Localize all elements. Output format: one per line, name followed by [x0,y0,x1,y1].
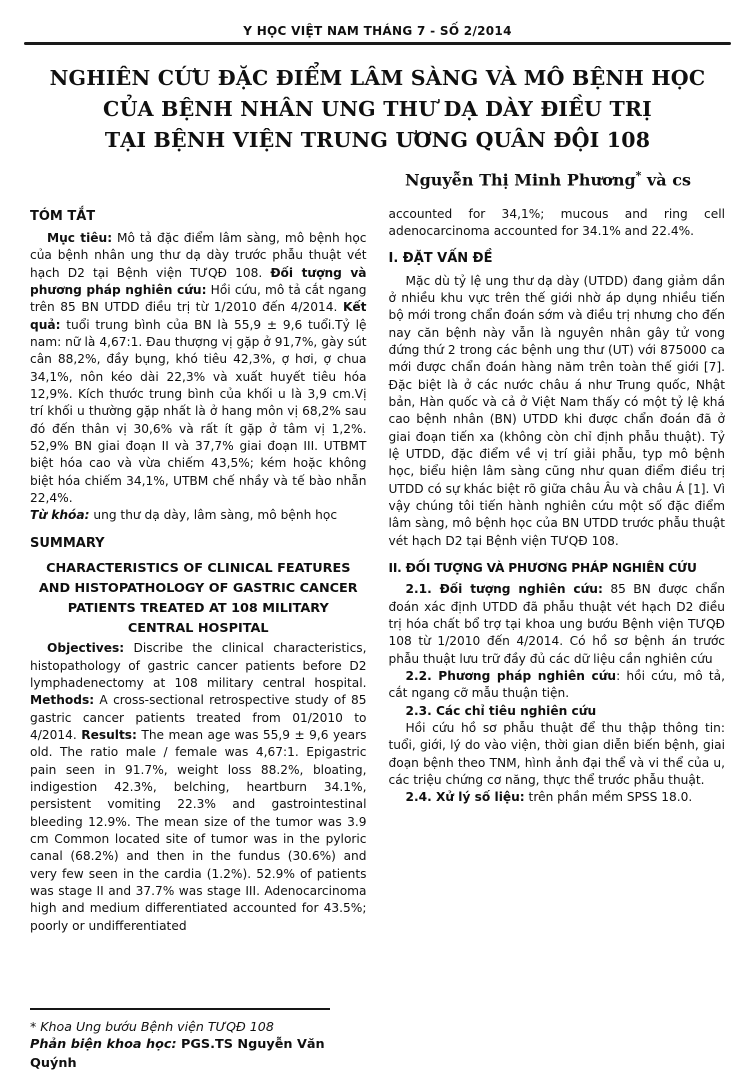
left-column [30,206,367,1074]
abstract-vn-objective-text: Mô tả đặc điểm lâm sàng, mô bệnh học của bệnh nhân ung thư dạ dày trước phẫu thuật vét hạch D2 tại Bệnh viện TƯQĐ 108. [30,231,367,280]
section-2-1-label: 2.1. Đối tượng nghiên cứu: [405,582,603,597]
footnote-affiliation: * Khoa Ung bướu Bệnh viện TƯQĐ 108 [30,1019,274,1035]
two-column-body [30,206,725,1074]
summary-objectives-text: Discribe the clinical characteristics, histopathology of gastric cancer patients before D2 lymphadenectomy at 108 military central hospital. [30,641,367,691]
article-title-line2: CỦA BỆNH NHÂN UNG THƯ DẠ DÀY ĐIỀU TRỊ [103,96,652,121]
section-2-2-paragraph [389,668,726,703]
summary-english-title: CHARACTERISTICS OF CLINICAL FEATURES AND HISTOPATHOLOGY OF GASTRIC CANCER PATIENTS TREATED AT 108 MILITARY CENTRAL HOSPITAL [38,561,358,636]
section-2-1-paragraph [389,581,726,668]
section-2-1-text: 85 BN được chẩn đoán xác định UTDD đã phẫu thuật vét hạch D2 điều trị hóa chất bổ trợ tại khoa ung bướu Bệnh viện TƯQĐ 108 từ 1/2010 đến 4/2014. Có hồ sơ bệnh án trước phẫu thuật lưu trữ đầy đủ các dữ liệu cần nghiên cứu [388,582,725,666]
abstract-vn-heading: TÓM TẮT [30,208,96,224]
article-title-line1: NGHIÊN CỨU ĐẶC ĐIỂM LÂM SÀNG VÀ MÔ BỆNH HỌC [49,66,706,90]
footnote-divider [30,1008,330,1011]
keywords-text: ung thư dạ dày, lâm sàng, mô bệnh học [89,508,338,523]
section-1-paragraph: Mặc dù tỷ lệ ung thư dạ dày (UTDD) đang giảm dần ở nhiều khu vực trên thế giới nhờ áp dụng nhiều tiến bộ mới trong chẩn đoán sớm và điều trị nhưng cho đến nay căn bệnh này vẫn là nguyên nhân gây tử vong đứng thứ 2 trong các bệnh ung thư (UT) với 875000 ca mới được chẩn đoán hàng năm trên toàn thế giới [7]. Đặc biệt là ở các nước châu á như Trung quốc, Nhật bản, Hàn quốc và cả ở Việt Nam thấy có một tỷ lệ khá cao bệnh nhân (BN) UTDD khi được chẩn đoán đã ở giai đoạn tiến xa (không còn chỉ định phẫu thuật). Tỷ lệ UTDD, đặc điểm về vị trí giải phẫu, typ mô bệnh học, biểu hiện lâm sàng cũng như quan điểm điều trị UTDD có sự khác biệt rõ giữa châu Âu và châu Á [1]. Vì vậy chúng tôi tiến hành nghiên cứu một số đặc điểm lâm sàng, mô bệnh học của BN UTDD trước phẫu thuật vét hạch D2 tại Bệnh viện TƯQĐ 108. [388,273,725,548]
header-divider [24,42,731,45]
section-2-4-label: 2.4. Xử lý số liệu: [405,790,525,805]
summary-continuation-paragraph: accounted for 34,1%; mucous and ring cell adenocarcinoma accounted for 34.1% and 22.4%. [388,206,725,238]
section-2-2-text: : hồi cứu, mô tả, cắt ngang cỡ mẫu thuận tiện. [388,668,725,701]
section-2-3-heading [389,703,726,720]
article-title [30,63,725,155]
footnote-reviewer-label: Phản biện khoa học: [30,1037,177,1053]
author-name: Nguyễn Thị Minh Phương [404,170,636,190]
summary-methods-label: Methods: [30,693,95,708]
summary-paragraph [30,640,367,935]
journal-running-head: Y HỌC VIỆT NAM THÁNG 7 - SỐ 2/2014 [243,24,512,38]
section-2-heading: II. ĐỐI TƯỢNG VÀ PHƯƠNG PHÁP NGHIÊN CỨU [388,560,697,575]
section-2-3-paragraph: Hồi cứu hồ sơ phẫu thuật để thu thập thông tin: tuổi, giới, lý do vào viện, thời gian diễn biến bệnh, giai đoạn bệnh theo TNM, hình ảnh đại thể và vi thể của u, các triệu chứng cơ năng, thực thể trước phẫu thuật. [388,720,725,787]
keywords-line [30,507,367,524]
section-2-2-label: 2.2. Phương pháp nghiên cứu [405,668,617,683]
author-suffix: và cs [641,170,691,190]
section-1-heading: I. ĐẶT VẤN ĐỀ [388,251,493,267]
keywords-label: Từ khóa: [30,508,90,523]
summary-methods-text: A cross-sectional retrospective study of 85 gastric cancer patients treated from 01/2010 to 4/2014. [30,693,367,743]
abstract-vn-methods-text: Hồi cứu, mô tả cắt ngang trên 85 BN UTDD điều trị từ 1/2010 đến 4/2014. [30,283,367,315]
abstract-vn-objective-label: Mục tiêu: [47,231,113,246]
summary-results-label: Results: [81,728,137,743]
footnote-block [30,1002,367,1074]
author-line [30,169,725,189]
footnote-reviewer [30,1036,367,1073]
summary-results-text: The mean age was 55,9 ± 9,6 years old. The ratio male / female was 4,67:1. Epigastric pain seen in 91.7%, weight loss 88.2%, bloating, indigestion 42.3%, belching, heartburn 34.1%, persistent vomiting 22.3% and gastrointestinal bleeding 12.9%. The mean size of the tumor was 3.9 cm Common located site of tumor was in the pyloric canal (68.2%) and then in the fundus (30.6%) and very few seen in the cardia (1.2%). 52.9% of patients was stage II and 37.7% was stage III. Adenocarcinoma high and medium differentiated accounted for 43.5%; poorly or undifferentiated [30,728,367,933]
section-2-4-paragraph [389,789,726,806]
summary-heading: SUMMARY [30,535,105,551]
section-2-4-text: trên phần mềm SPSS 18.0. [524,790,693,805]
author-affiliation-mark: * [635,169,642,183]
abstract-vn-paragraph [30,230,367,507]
footnote-reviewer-name: PGS.TS Nguyễn Văn Quýnh [30,1037,325,1072]
article-title-line3: TẠI BỆNH VIỆN TRUNG ƯƠNG QUÂN ĐỘI 108 [104,127,651,152]
abstract-vn-results-text: tuổi trung bình của BN là 55,9 ± 9,6 tuổi.Tỷ lệ nam: nữ là 4,67:1. Đau thượng vị gặp ở 91,7%, gày sút cân 88,2%, đầy bụng, khó tiêu 42,3%, ợ hơi, ợ chua 34,1%, nôn kéo dài 22,3% và xuất huyết tiêu hóa 12,9%. Kích thước trung bình của khối u là 3,9 cm.Vị trí khối u thường gặp nhất là ở hang môn vị 68,2% sau đó đến thân vị 30,6% và rất ít gặp ở tâm vị 1,2%. 52,9% BN giai đoạn II và 37,7% giai đoạn III. UTBMT biệt hóa cao và vừa chiếm 43,5%; kém hoặc không biệt hóa chiếm 34,1%, UTBM chế nhầy và tế bào nhẫn 22,4%. [30,317,367,505]
right-column [389,206,726,1074]
abstract-vn-results-label: Kết quả: [30,300,367,332]
section-2-3-label: 2.3. Các chỉ tiêu nghiên cứu [405,703,597,718]
summary-objectives-label: Objectives: [47,641,125,656]
abstract-vn-methods-label: Đối tượng và phương pháp nghiên cứu: [30,265,367,298]
